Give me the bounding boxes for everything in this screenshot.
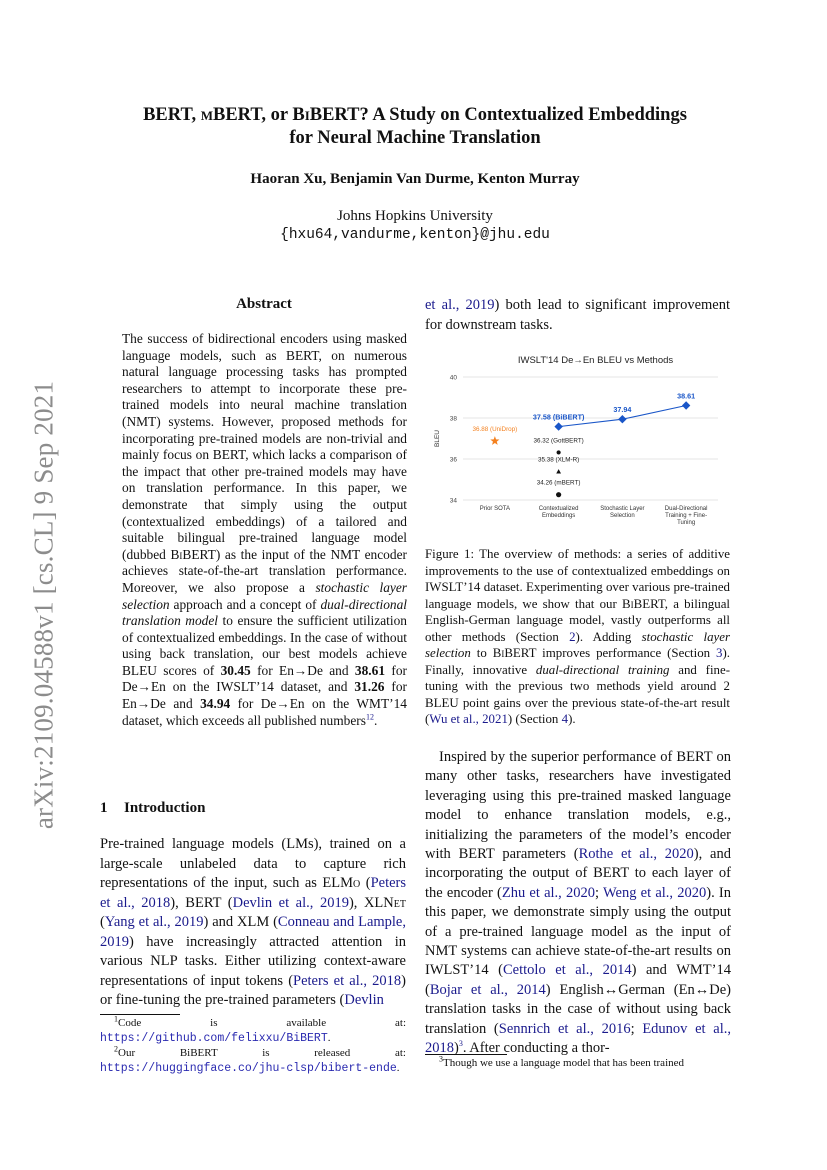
text: o bbox=[353, 875, 361, 891]
title-line2: for Neural Machine Translation bbox=[289, 128, 541, 148]
text: ), BERT ( bbox=[170, 894, 233, 911]
gottbert-marker bbox=[557, 450, 561, 454]
text: et bbox=[393, 894, 406, 911]
score: 31.26 bbox=[354, 679, 385, 695]
x-tick-label: Training + Fine- bbox=[665, 513, 708, 519]
github-link[interactable]: https://github.com/felixxu/BiBERT bbox=[100, 1031, 328, 1045]
arxiv-stamp bbox=[14, 370, 74, 840]
title-part: i bbox=[304, 105, 310, 125]
footnote-number: 3 bbox=[439, 1054, 443, 1064]
text: i bbox=[179, 546, 183, 562]
affiliation-block bbox=[90, 207, 740, 245]
affiliation: Johns Hopkins University bbox=[337, 208, 493, 224]
x-tick-label: Prior SOTA bbox=[479, 506, 510, 512]
text: ). bbox=[568, 712, 576, 726]
text: ) and XLM ( bbox=[203, 914, 278, 930]
text: Though we use a language model that has been trained bbox=[443, 1057, 685, 1069]
score: 34.94 bbox=[200, 696, 231, 712]
citation-link[interactable]: Weng et al., 2020 bbox=[602, 884, 707, 901]
text: The success of bidirectional encoders using masked language models, such as BERT, on numerous natural language processing tasks has prompted researchers to attempt to incorporate these pre-trained models into neural machine translation (NMT) systems. However, proposed methods for incorporating pre-trained models are non-trivial and mainly focus on BERT, which lacks a comparison of the impact that other pre-trained models may have on translation performance. In this paper, we demonstrate that simply using the output (contextualized embeddings) of a tailored and suitable bilingual pre-trained language model (dubbed B bbox=[122, 331, 407, 562]
abstract-heading: Abstract bbox=[236, 296, 292, 312]
text: ). Adding bbox=[575, 629, 642, 644]
mbert-marker bbox=[556, 492, 561, 497]
text: Code is available at: bbox=[118, 1017, 406, 1029]
text: ), and incorporating the output of BERT to each layer of the encoder ( bbox=[425, 846, 731, 901]
text: ; bbox=[630, 1020, 643, 1037]
bibert-marker bbox=[618, 415, 626, 423]
bleu-chart bbox=[425, 348, 735, 530]
y-tick-label: 36 bbox=[449, 456, 457, 464]
unidrop-marker bbox=[490, 436, 499, 445]
data-label: 34.26 (mBERT) bbox=[536, 479, 581, 487]
text: ) (Section bbox=[507, 712, 562, 726]
emphasis: stochastic layer selection bbox=[425, 629, 730, 660]
arxiv-stamp-text: arXiv:2109.04588v1 [cs.CL] 9 Sep 2021 bbox=[28, 380, 59, 830]
text: ) have increasingly attracted attention in various NLP tasks. Either utilizing context-aware representations of input tokens ( bbox=[100, 933, 406, 989]
x-tick-label: Contextualized bbox=[538, 506, 579, 512]
data-label: 36.32 (GottBERT) bbox=[533, 437, 584, 445]
text: approach and a concept of bbox=[169, 596, 321, 612]
data-label: 35.38 (XLM-R) bbox=[537, 456, 580, 464]
text: ) or fine-tuning the pre-trained parameters ( bbox=[100, 972, 406, 1008]
xlm-r-marker bbox=[556, 469, 561, 473]
y-axis-label: BLEU bbox=[434, 430, 441, 447]
x-tick-label: Selection bbox=[610, 513, 635, 519]
data-label: 37.58 (BiBERT) bbox=[532, 412, 585, 422]
figure-caption bbox=[425, 546, 730, 728]
email[interactable]: {hxu64,vandurme,kenton}@jhu.edu bbox=[280, 227, 550, 243]
chart-title: IWSLT'14 De→En BLEU vs Methods bbox=[517, 355, 674, 366]
right-top-paragraph bbox=[425, 296, 730, 335]
title-part: BERT, bbox=[143, 105, 201, 125]
text: for De→En on the IWSLT’14 dataset, and bbox=[122, 662, 407, 695]
section-ref[interactable]: 2 bbox=[569, 629, 576, 644]
citation-link[interactable]: Peters et al., 2018 bbox=[100, 875, 406, 911]
data-label: 37.94 bbox=[613, 405, 632, 415]
text: i bbox=[501, 646, 505, 660]
text: ), XLN bbox=[348, 894, 394, 911]
text: ) and WMT’14 ( bbox=[425, 962, 731, 998]
abstract-body bbox=[122, 331, 407, 729]
citation-link[interactable]: Sennrich et al., 2016 bbox=[498, 1020, 631, 1037]
text: . bbox=[327, 1031, 331, 1044]
text: ). Finally, innovative bbox=[425, 646, 730, 677]
footnote-2 bbox=[100, 1046, 406, 1076]
paper-title bbox=[90, 104, 740, 150]
text: Our BiBERT is released at: bbox=[118, 1047, 406, 1059]
text: ( bbox=[360, 875, 371, 891]
text: to ensure the sufficient utilization of contextualized embeddings. In the case of without using back translation, our best models achieve BLEU scores of bbox=[122, 613, 407, 678]
section-title: Introduction bbox=[124, 800, 206, 816]
text: BERT) as the input of the NMT encoder achieves state-of-the-art translation performance. Moreover, we also propose a bbox=[122, 546, 407, 595]
citation-link[interactable]: Rothe et al., 2020 bbox=[578, 846, 694, 863]
text: Inspired by the superior performance of BERT on many other tasks, researchers have investigated leveraging using this pre-trained masked language model to enhance translation models, e.g., initializing the parameters of the model’s encoder with BERT parameters ( bbox=[425, 749, 731, 863]
citation-link[interactable]: Wu et al., 2021 bbox=[429, 712, 508, 726]
score: 30.45 bbox=[220, 662, 251, 678]
citation-link[interactable]: et al., 2019 bbox=[425, 297, 495, 313]
title-part: BERT? A Study on Contextualized Embeddings bbox=[309, 105, 687, 125]
citation-link[interactable]: Yang et al., 2019 bbox=[104, 914, 204, 930]
text: and fine-tuning with the previous two methods yield around 2 BLEU point gains over the previous state-of-the-art result ( bbox=[425, 662, 730, 726]
text: ( bbox=[100, 914, 105, 930]
citation-link[interactable]: Edunov et al., 2018 bbox=[425, 1020, 731, 1057]
citation-link[interactable]: Cettolo et al., 2014 bbox=[503, 962, 632, 979]
text: . bbox=[396, 1061, 400, 1074]
text: ) English↔German (En↔De) translation tasks in the case of without using back translation ( bbox=[425, 981, 731, 1037]
intro-paragraph bbox=[100, 835, 406, 1011]
bibert-marker bbox=[682, 401, 690, 409]
text: ) both lead to significant improvement for downstream tasks. bbox=[425, 297, 730, 333]
footnotes bbox=[100, 1016, 406, 1076]
footnote-number: 2 bbox=[114, 1044, 118, 1054]
bibert-marker bbox=[554, 422, 562, 430]
y-tick-label: 38 bbox=[449, 415, 457, 423]
section-ref[interactable]: 4 bbox=[561, 712, 569, 726]
footnote-number: 1 bbox=[114, 1014, 118, 1024]
text: Pre-trained language models (LMs), trained on a large-scale unlabeled data to capture rich representations of the input, such as ELM bbox=[100, 836, 406, 891]
data-label: 36.88 (UniDrop) bbox=[472, 425, 518, 433]
section-ref[interactable]: 3 bbox=[716, 646, 723, 660]
x-tick-label: Tuning bbox=[677, 520, 696, 526]
text: ; bbox=[595, 884, 603, 901]
citation-link[interactable]: Peters et al., 2018 bbox=[293, 972, 402, 989]
y-tick-label: 34 bbox=[449, 497, 457, 505]
text: for En→De and bbox=[250, 662, 355, 678]
citation-link[interactable]: Zhu et al., 2020 bbox=[501, 884, 595, 901]
text: for En→De and bbox=[122, 679, 407, 712]
y-tick-label: 40 bbox=[449, 374, 457, 382]
data-label: 38.61 bbox=[677, 391, 696, 401]
footnote-rule bbox=[425, 1054, 507, 1055]
text: to B bbox=[470, 646, 502, 660]
footnote-3 bbox=[425, 1054, 731, 1069]
right-body-paragraph bbox=[425, 748, 731, 1059]
x-tick-label: Embeddings bbox=[541, 513, 576, 519]
emphasis: stochastic layer selection bbox=[122, 579, 408, 612]
footnote-rule bbox=[100, 1014, 180, 1015]
emphasis: dual-directional translation model bbox=[122, 596, 407, 629]
title-part: m bbox=[200, 105, 213, 125]
text: BERT improves performance (Section bbox=[504, 646, 717, 660]
text: i bbox=[630, 596, 634, 611]
x-tick-label: Stochastic Layer bbox=[600, 506, 645, 512]
score: 38.61 bbox=[354, 662, 386, 678]
citation-link[interactable]: Devlin bbox=[344, 992, 384, 1008]
authors: Haoran Xu, Benjamin Van Durme, Kenton Murray bbox=[250, 171, 580, 187]
footnote-ref[interactable]: 3 bbox=[458, 1039, 463, 1049]
text: ). In this paper, we demonstrate simply using the output of a pre-trained language model as the input of NMT systems can achieve state-of-the-art results on IWLST’14 ( bbox=[425, 884, 731, 979]
text: ) bbox=[454, 1040, 459, 1057]
text: Figure 1: The overview of methods: a series of additive improvements to the use of contextualized embeddings on IWSLT’14 dataset. Experimenting over various pre-trained language models, we show that our B bbox=[425, 547, 730, 611]
section-heading-introduction bbox=[100, 800, 205, 817]
citation-link[interactable]: Conneau and Lample, 2019 bbox=[100, 914, 406, 950]
citation-link[interactable]: Bojar et al., 2014 bbox=[429, 981, 546, 998]
title-part: BERT, or B bbox=[212, 105, 305, 125]
text: . After conducting a thor- bbox=[462, 1040, 610, 1057]
footnote-ref[interactable]: 12 bbox=[365, 712, 374, 722]
text: BERT, a bilingual English-German language model, vastly outperforms all other methods (Section bbox=[425, 596, 730, 644]
emphasis: dual-directional training bbox=[535, 662, 670, 677]
text: . bbox=[373, 712, 378, 728]
huggingface-link[interactable]: https://huggingface.co/jhu-clsp/bibert-ende bbox=[100, 1061, 397, 1075]
text: for De→En on the WMT’14 dataset, which exceeds all published numbers bbox=[122, 696, 407, 728]
citation-link[interactable]: Devlin et al., 2019 bbox=[232, 894, 349, 911]
section-number: 1 bbox=[100, 800, 108, 816]
footnote-1 bbox=[100, 1016, 406, 1046]
x-tick-label: Dual-Directional bbox=[664, 506, 708, 512]
